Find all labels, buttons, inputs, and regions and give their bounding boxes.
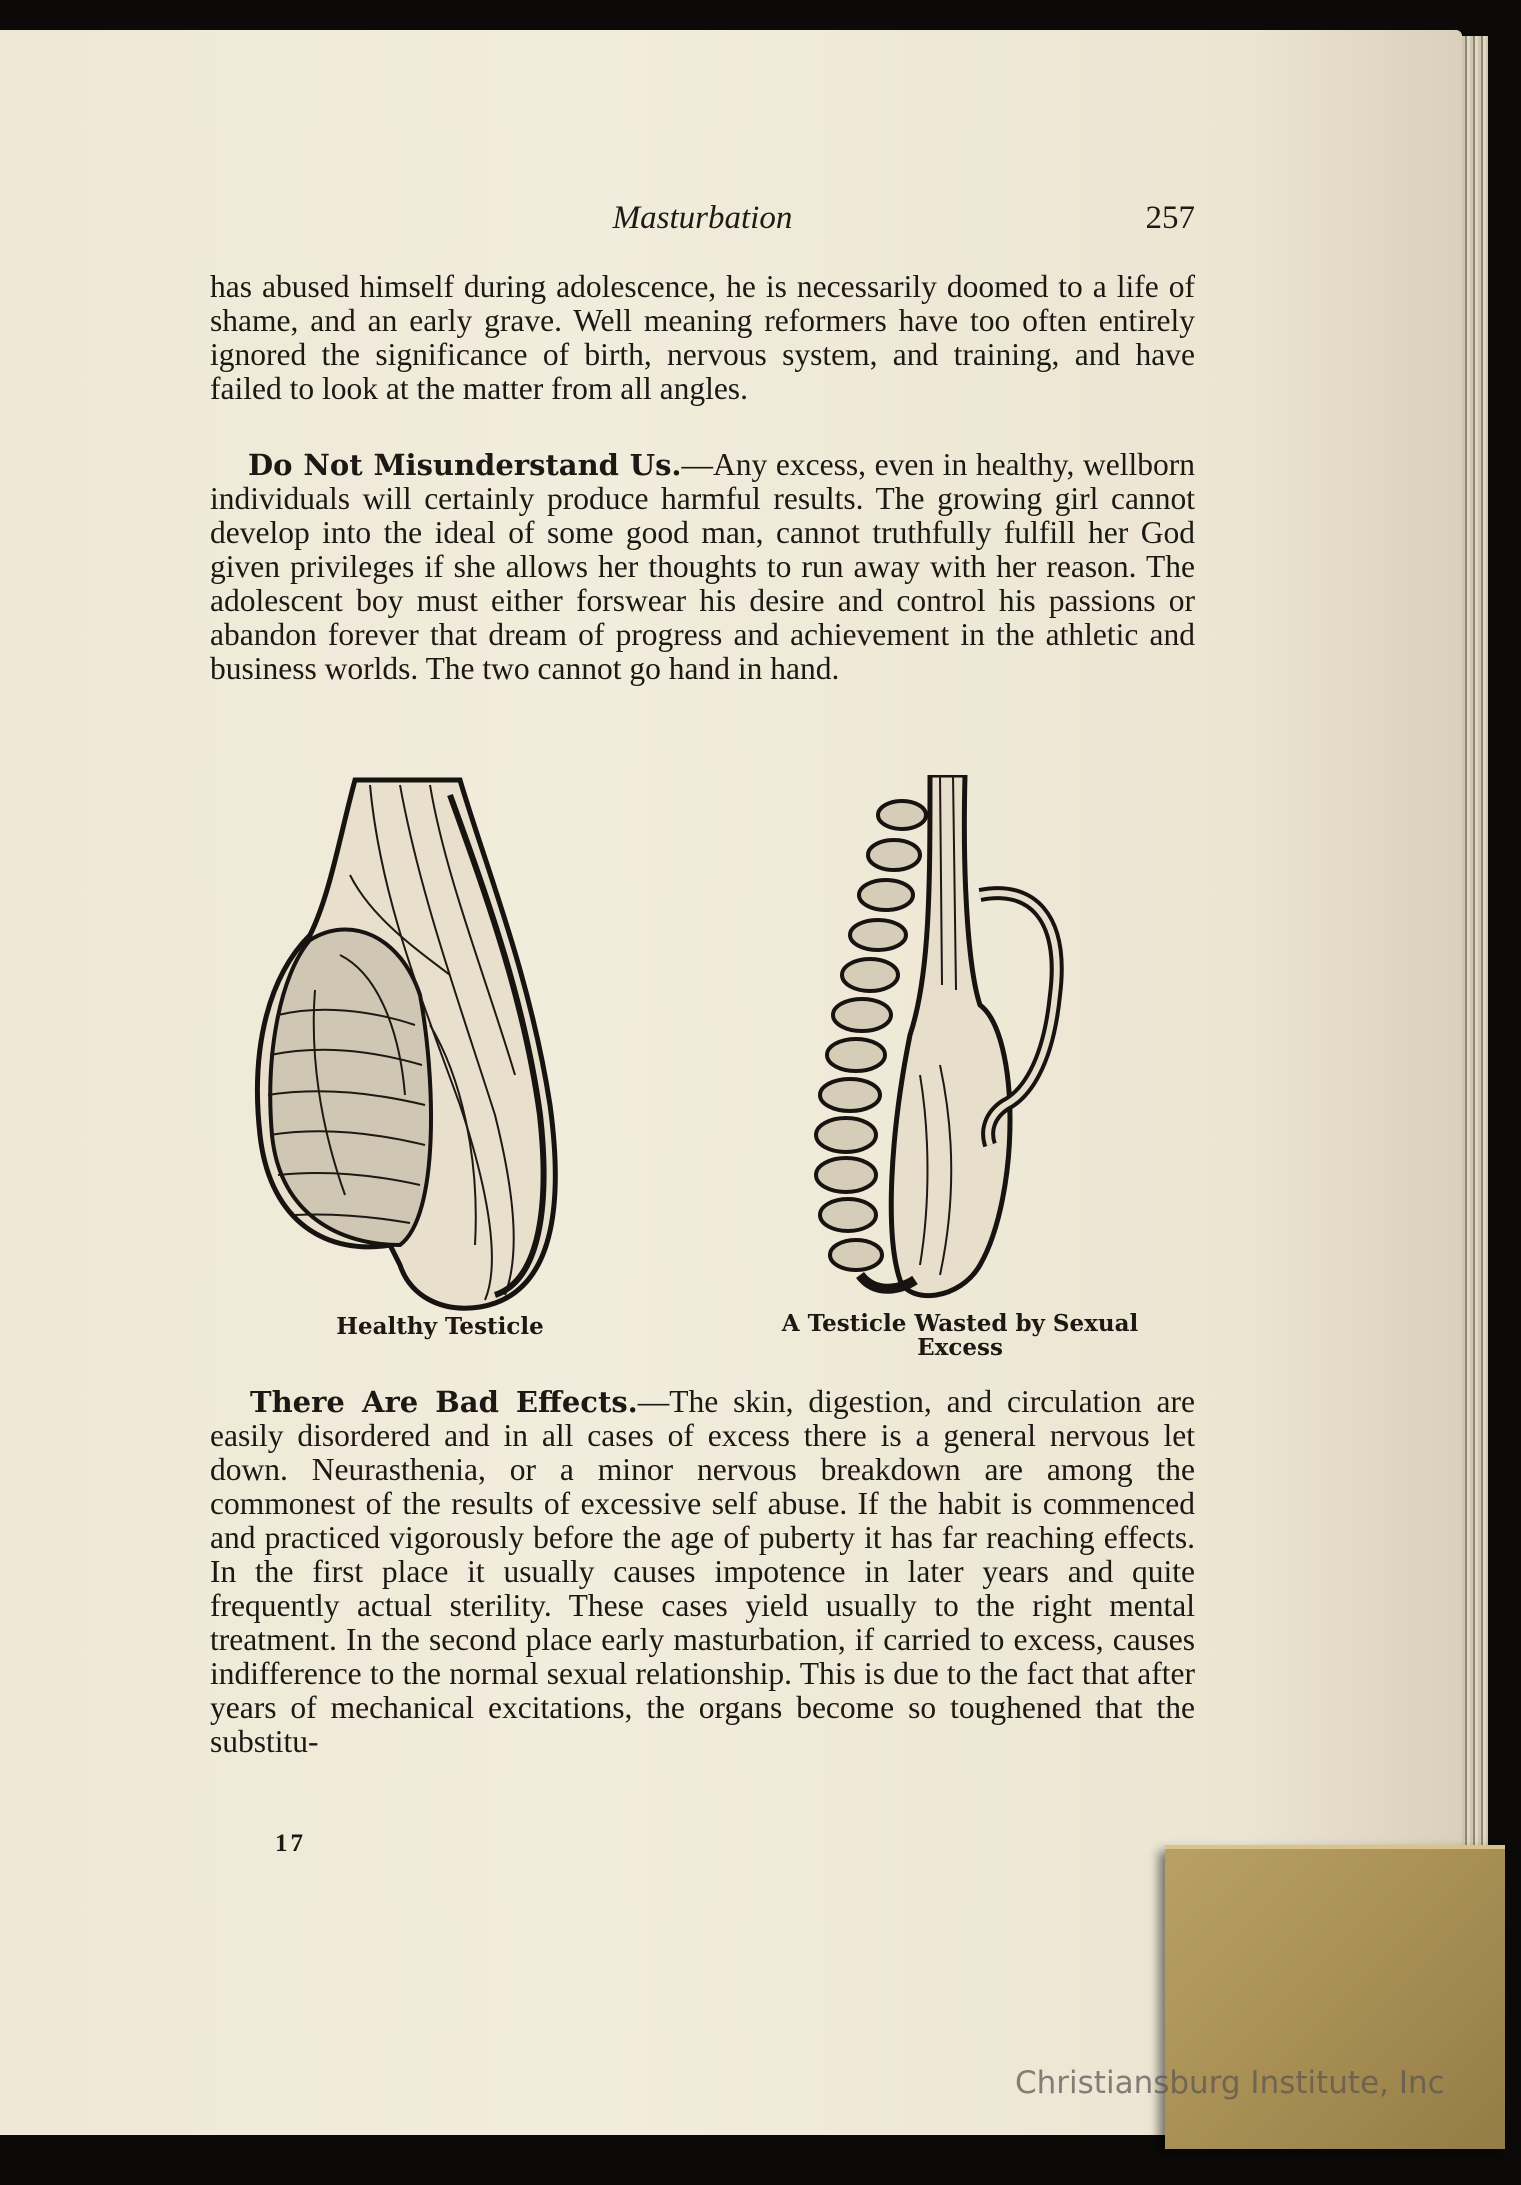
- paragraph-3-body: —The skin, digestion, and circulation are easily disordered and in all cases of excess there is a general nervous let down. Neurasthenia, or a minor nervous breakdown are among the commonest of the results of excessive self abuse. If the habit is commenced and practiced vigorously before the age of puberty it has far reaching effects. In the first place it usually causes impotence in later years and quite frequently actual sterility. These cases yield usually to the right mental treatment. In the second place early masturbation, if carried to excess, causes indifference to the normal sexual relationship. This is due to the fact that after years of mechanical excitations, the organs become so toughened that the substitu-: [210, 1384, 1195, 1759]
- chapter-title: Masturbation: [612, 200, 793, 236]
- healthy-testicle-illustration: [250, 775, 610, 1315]
- running-head: [210, 200, 1195, 250]
- signature-mark: 17: [275, 1830, 306, 1857]
- watermark: Christiansburg Institute, Inc: [1015, 2065, 1445, 2101]
- paragraph-2-body: —Any excess, even in healthy, wellborn individuals will certainly produce harmful results. The growing girl cannot develop into the ideal of some good man, cannot truthfully fulfill her God given privileges if she allows her thoughts to run away with her reason. The adolescent boy must either forswear his desire and control his passions or abandon forever that dream of progress and achievement in the athletic and business worlds. The two cannot go hand in hand.: [210, 447, 1195, 686]
- left-figure-caption: Healthy Testicle: [336, 1313, 544, 1340]
- page-number: 257: [1145, 200, 1195, 236]
- paragraph-1: has abused himself during adolescence, he is necessarily doomed to a life of shame, and an early grave. Well meaning reformers have too often entirely ignored the significance of birth, nervous system, and training, and have failed to look at the matter from all angles.: [210, 269, 1195, 406]
- paragraph-2-heading: Do Not Misunderstand Us.: [248, 448, 682, 482]
- paragraph-3-heading: There Are Bad Effects.: [250, 1385, 638, 1419]
- bookmark-tab: [1165, 1845, 1505, 2149]
- right-figure-caption: A Testicle Wasted by Sexual Excess: [781, 1310, 1139, 1361]
- page-edges: [1462, 36, 1488, 1866]
- paragraph-2: [210, 448, 1195, 686]
- paragraph-3: [210, 1385, 1195, 1759]
- wasted-testicle-illustration: [790, 775, 1130, 1315]
